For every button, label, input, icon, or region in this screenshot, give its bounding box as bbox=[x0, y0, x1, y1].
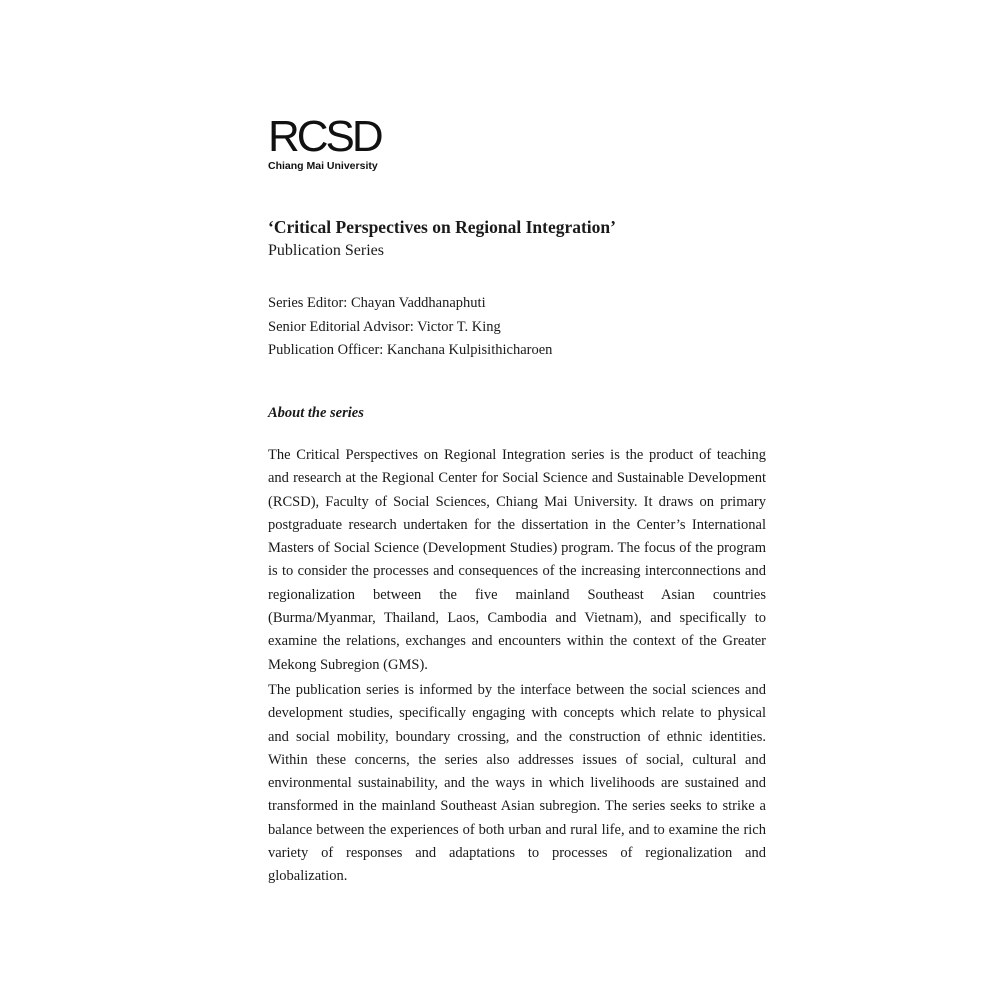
credit-editorial-advisor: Senior Editorial Advisor: Victor T. King bbox=[268, 318, 501, 335]
about-heading: About the series bbox=[268, 405, 364, 421]
about-paragraph: The publication series is informed by the interface between the social sciences and development studies, specifically engaging with concepts which relate to physical and social mobility, boundary crossing, and the construction of ethnic identities. Within these concerns, the series also addresses issues of social, cultural and environmental sustainability, and the ways in which livelihoods are sustained and transformed in the mainland Southeast Asian subregion. The series seeks to strike a balance between the experiences of both urban and rural life, and to examine the rich variety of responses and adaptations to processes of regionalization and globalization. bbox=[268, 682, 766, 885]
about-paragraph: The Critical Perspectives on Regional Integration series is the product of teaching and research at the Regional Center for Social Science and Sustainable Development (RCSD), Faculty of Social Sciences, Chiang Mai University. It draws on primary postgraduate research undertaken for the dissertation in the Center’s International Masters of Social Science (Development Studies) program. The focus of the program is to consider the processes and consequences of the increasing interconnections and regionalization between the five mainland Southeast Asian countries (Burma/Myanmar, Thailand, Laos, Cambodia and Vietnam), and specifically to examine the relations, exchanges and encounters within the context of the Greater Mekong Subregion (GMS). bbox=[268, 447, 766, 673]
credits-list bbox=[268, 292, 552, 363]
rcsd-logo bbox=[268, 112, 388, 174]
logo-university-name: Chiang Mai University bbox=[268, 160, 378, 172]
logo-wordmark: RCSD bbox=[268, 112, 381, 161]
credit-publication-officer: Publication Officer: Kanchana Kulpisithicharoen bbox=[268, 342, 553, 358]
series-title: ‘Critical Perspectives on Regional Integration’ bbox=[268, 217, 616, 237]
series-subtitle: Publication Series bbox=[268, 242, 384, 259]
credit-series-editor: Series Editor: Chayan Vaddhanaphuti bbox=[268, 295, 486, 311]
